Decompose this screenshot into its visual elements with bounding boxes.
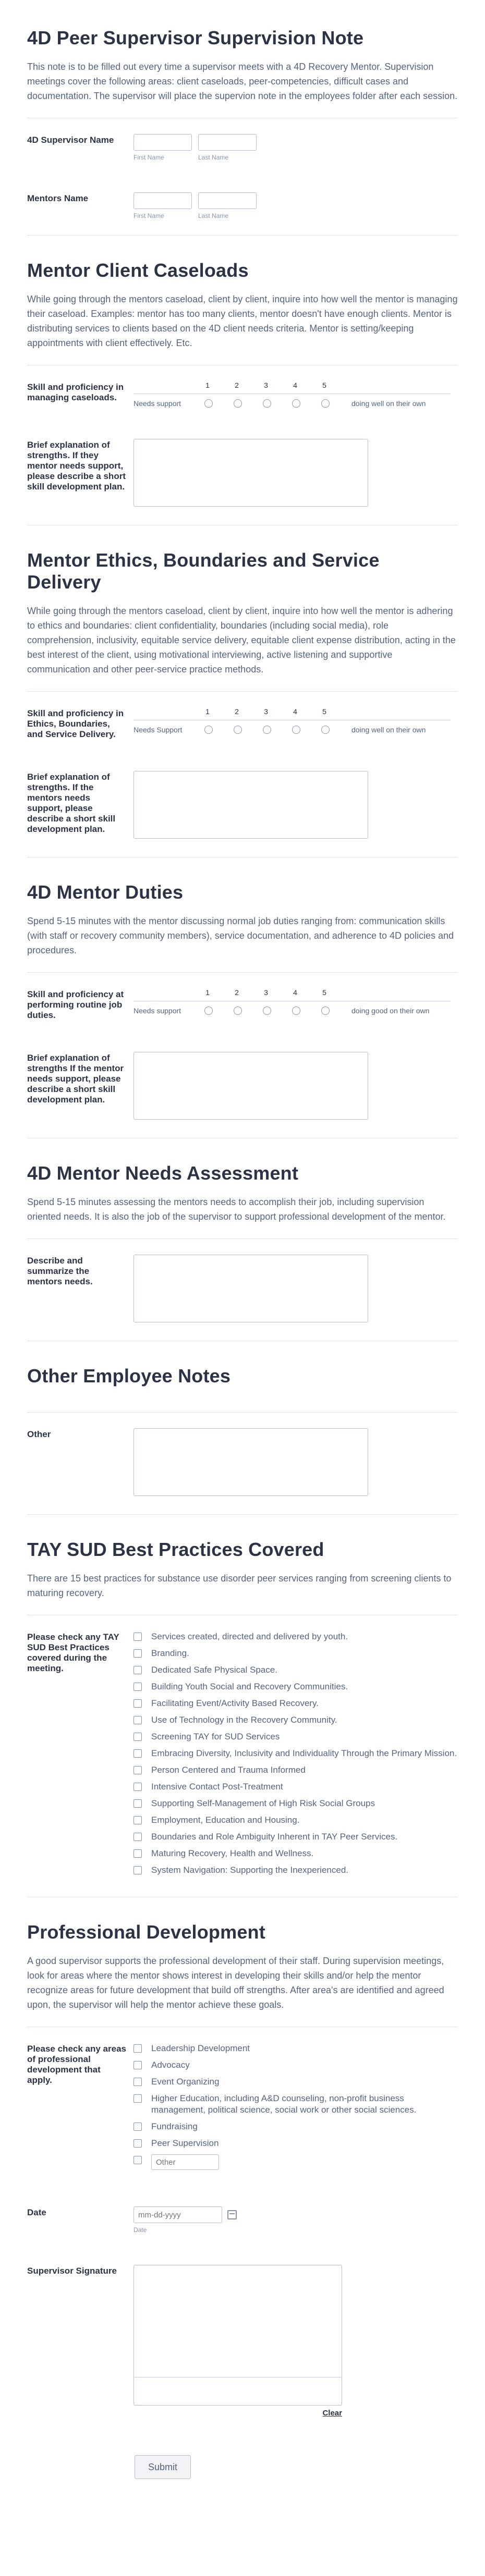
ethics-text-label: Brief explanation of strengths. If the mentors needs support, please describe a short skill development plan. — [27, 772, 116, 834]
last-name-sublabel: Last Name — [198, 154, 229, 161]
ethics-scale-label: Skill and proficiency in Ethics, Boundaries, and Service Delivery. — [27, 708, 124, 739]
clear-signature-link[interactable]: Clear — [322, 2409, 342, 2418]
practice-item[interactable] — [134, 1648, 458, 1659]
practice-label: System Navigation: Supporting the Inexperienced. — [151, 1865, 349, 1875]
checkbox[interactable] — [134, 1699, 142, 1708]
signature-label: Supervisor Signature — [27, 2266, 117, 2276]
submit-row — [27, 2433, 458, 2479]
checkbox[interactable] — [134, 2123, 142, 2131]
checkbox[interactable] — [134, 2061, 142, 2069]
scale-number: 3 — [264, 381, 268, 389]
section-description: Spend 5-15 minutes assessing the mentors needs to accomplish their job, including supervision oriented needs. It is also the job of the supervisor to support professional development of the mentor. — [27, 1197, 446, 1222]
professional-item[interactable] — [134, 2043, 458, 2054]
section-title: Mentor Client Caseloads — [27, 260, 249, 281]
scale-high-label: doing well on their own — [351, 399, 426, 408]
scale-radio-5[interactable] — [321, 726, 330, 734]
duties-text-row — [27, 1036, 458, 1138]
checkbox[interactable] — [134, 2156, 142, 2164]
ethics-explanation-textarea[interactable] — [134, 771, 368, 839]
needs-text-row — [27, 1239, 458, 1341]
other-textarea[interactable] — [134, 1428, 368, 1496]
scale-radio-4[interactable] — [292, 399, 300, 408]
scale-radio-2[interactable] — [234, 1007, 242, 1015]
supervisor-name-fields — [134, 134, 458, 161]
scale-low-label: Needs Support — [134, 726, 183, 734]
intro-header — [27, 0, 458, 118]
supervision-form — [14, 0, 471, 2500]
scale-radio-5[interactable] — [321, 399, 330, 408]
duties-header — [27, 857, 458, 973]
practice-label: Employment, Education and Housing. — [151, 1815, 300, 1825]
professional-row — [27, 2027, 458, 2191]
section-description: There are 15 best practices for substance use disorder peer services ranging from screening clients to maturing recovery. — [27, 1573, 452, 1598]
professional-item[interactable] — [134, 2138, 458, 2149]
ethics-text-row — [27, 755, 458, 857]
submit-button[interactable]: Submit — [135, 2455, 191, 2479]
mentors-last-part — [198, 192, 257, 219]
checkbox[interactable] — [134, 2139, 142, 2148]
first-name-sublabel: First Name — [134, 212, 164, 219]
supervisor-name-label: 4D Supervisor Name — [27, 135, 114, 145]
practice-label: Intensive Contact Post-Treatment — [151, 1782, 283, 1792]
scale-number: 1 — [205, 707, 210, 716]
duties-scale-label: Skill and proficiency at performing routine job duties. — [27, 989, 124, 1020]
other-text-control — [134, 1428, 458, 1499]
scale-number: 2 — [235, 988, 239, 997]
mentors-name-label: Mentors Name — [27, 193, 89, 203]
professional-item[interactable] — [134, 2059, 458, 2071]
section-description: A good supervisor supports the professional development of their staff. During supervision meetings, look for areas where the mentor shows interest in developing their skills and/or help the mentor recognize areas for future development that build off strengths. After area's are identified and agreed upon, the supervisor will help the mentor achieve these goals. — [27, 1956, 444, 2010]
caseload-scale-label: Skill and proficiency in managing caseloads. — [27, 382, 124, 402]
practice-label: Supporting Self-Management of High Risk Social Groups — [151, 1798, 375, 1808]
duties-text-control — [134, 1052, 458, 1122]
scale-number: 3 — [264, 988, 268, 997]
section-title: 4D Mentor Duties — [27, 881, 184, 903]
supervisor-last-part — [198, 134, 257, 161]
scale-number: 2 — [235, 707, 239, 716]
caseload-text-label: Brief explanation of strengths. If they mentor needs support, please describe a short skill development plan. — [27, 440, 126, 492]
professional-item-label: Higher Education, including A&D counseling, non-profit business management, political science, social work or other social sciences. — [151, 2093, 417, 2115]
mentors-name-fields — [134, 192, 458, 219]
supervisor-name-row — [27, 118, 458, 177]
signature-pad[interactable] — [134, 2265, 342, 2406]
date-label: Date — [27, 2207, 46, 2217]
practice-label: Boundaries and Role Ambiguity Inherent in TAY Peer Services. — [151, 1832, 398, 1842]
scale-number: 5 — [322, 707, 326, 716]
duties-scale-row — [27, 973, 458, 1036]
professional-item[interactable] — [134, 2076, 458, 2088]
section-title: Professional Development — [27, 1921, 265, 1943]
professional-other-input[interactable] — [151, 2154, 219, 2170]
practice-label: Maturing Recovery, Health and Wellness. — [151, 1848, 314, 1858]
professional-label: Please check any areas of professional development that apply. — [27, 2044, 126, 2085]
professional-header — [27, 1897, 458, 2027]
section-title: Other Employee Notes — [27, 1365, 231, 1387]
practice-item[interactable] — [134, 1831, 458, 1843]
scale-number: 5 — [322, 381, 326, 389]
form-title: 4D Peer Supervisor Supervision Note — [27, 27, 364, 48]
checkbox[interactable] — [134, 1683, 142, 1691]
caseload-scale-row — [27, 365, 458, 423]
professional-item[interactable] — [134, 2121, 458, 2132]
checkbox[interactable] — [134, 1716, 142, 1724]
scale-number: 4 — [293, 988, 297, 997]
first-name-sublabel: First Name — [134, 154, 164, 161]
signature-row — [27, 2249, 458, 2433]
practice-label: Branding. — [151, 1648, 189, 1658]
scale-radio-2[interactable] — [234, 726, 242, 734]
other-text-row — [27, 1413, 458, 1515]
checkbox[interactable] — [134, 2078, 142, 2086]
professional-other-item[interactable] — [134, 2154, 458, 2170]
scale-high-label: doing well on their own — [351, 726, 426, 734]
scale-radio-2[interactable] — [234, 399, 242, 408]
scale-number: 5 — [322, 988, 326, 997]
needs-text-label: Describe and summarize the mentors needs. — [27, 1256, 93, 1286]
checkbox[interactable] — [134, 2044, 142, 2053]
practices-row — [27, 1615, 458, 1897]
caseload-explanation-textarea[interactable] — [134, 439, 368, 507]
scale-number: 3 — [264, 707, 268, 716]
checkbox[interactable] — [134, 1733, 142, 1741]
duties-text-label: Brief explanation of strengths If the mentor needs support, please describe a short skill development plan. — [27, 1053, 124, 1105]
practice-item[interactable] — [134, 1848, 458, 1859]
scale-options — [134, 726, 458, 734]
checkbox[interactable] — [134, 1766, 142, 1774]
scale-number: 1 — [205, 381, 210, 389]
date-field — [134, 2206, 458, 2223]
practice-item[interactable] — [134, 1681, 458, 1692]
checkbox[interactable] — [134, 1633, 142, 1641]
duties-scale — [134, 988, 458, 1015]
scale-number: 1 — [205, 988, 210, 997]
practice-item[interactable] — [134, 1731, 458, 1743]
supervisor-first-name-input[interactable] — [134, 134, 192, 151]
professional-item-label: Peer Supervision — [151, 2138, 219, 2148]
checkbox[interactable] — [134, 1816, 142, 1824]
caseload-scale — [134, 381, 458, 408]
professional-checklist — [134, 2043, 458, 2175]
scale-radio-1[interactable] — [204, 399, 213, 408]
caseloads-header — [27, 236, 458, 365]
practice-item[interactable] — [134, 1714, 458, 1726]
mentors-last-name-input[interactable] — [198, 192, 257, 209]
mentors-first-name-input[interactable] — [134, 192, 192, 209]
section-title: Mentor Ethics, Boundaries and Service Delivery — [27, 549, 380, 593]
scale-radio-1[interactable] — [204, 1007, 213, 1015]
checkbox[interactable] — [134, 1649, 142, 1658]
scale-number: 2 — [235, 381, 239, 389]
checkbox[interactable] — [134, 1783, 142, 1791]
practice-label: Screening TAY for SUD Services — [151, 1732, 280, 1741]
practice-label: Embracing Diversity, Inclusivity and Individuality Through the Primary Mission. — [151, 1748, 457, 1758]
calendar-icon[interactable] — [227, 2210, 237, 2219]
scale-numbers — [134, 988, 458, 997]
supervisor-last-name-input[interactable] — [198, 134, 257, 151]
checkbox[interactable] — [134, 2094, 142, 2103]
practice-item[interactable] — [134, 1664, 458, 1676]
scale-options — [134, 399, 458, 408]
practice-label: Services created, directed and delivered by youth. — [151, 1632, 348, 1641]
professional-item[interactable] — [134, 2093, 458, 2116]
ethics-header — [27, 525, 458, 692]
checkbox[interactable] — [134, 1666, 142, 1674]
checkbox[interactable] — [134, 1849, 142, 1858]
scale-low-label: Needs support — [134, 399, 181, 408]
ethics-scale-row — [27, 692, 458, 755]
practice-item[interactable] — [134, 1698, 458, 1709]
section-title: TAY SUD Best Practices Covered — [27, 1539, 324, 1560]
practices-label: Please check any TAY SUD Best Practices covered during the meeting. — [27, 1632, 119, 1673]
mentors-first-part — [134, 192, 192, 219]
practice-item[interactable] — [134, 1748, 458, 1759]
scale-number: 4 — [293, 707, 297, 716]
checkbox[interactable] — [134, 1833, 142, 1841]
signature-control — [134, 2265, 458, 2418]
checkbox[interactable] — [134, 1749, 142, 1758]
section-description: While going through the mentors caseload, client by client, inquire into how well the mentor is managing their caseload. Examples: mentor has too many clients, mentor doesn't have enough clients. Mentor is distributing services to clients based on the 4D client needs criteria. Mentor is setting/keeping appointments with client effectively. Etc. — [27, 294, 458, 348]
professional-item-label: Leadership Development — [151, 2043, 250, 2053]
section-title: 4D Mentor Needs Assessment — [27, 1162, 299, 1184]
ethics-text-control — [134, 771, 458, 841]
date-input[interactable] — [134, 2206, 222, 2223]
date-control — [134, 2206, 458, 2234]
scale-options — [134, 1007, 458, 1015]
professional-item-label: Advocacy — [151, 2060, 190, 2070]
last-name-sublabel: Last Name — [198, 212, 229, 219]
duties-explanation-textarea[interactable] — [134, 1052, 368, 1120]
practice-item[interactable] — [134, 1798, 458, 1809]
professional-item-label: Event Organizing — [151, 2077, 220, 2087]
section-description: Spend 5-15 minutes with the mentor discussing normal job duties ranging from: communication skills (with staff or recovery community members), service documentation, and adherence to 4D policies and procedures. — [27, 916, 454, 955]
date-sublabel: Date — [134, 2226, 147, 2234]
scale-radio-5[interactable] — [321, 1007, 330, 1015]
form-description: This note is to be filled out every time a supervisor meets with a 4D Recovery Mentor. Supervision meetings cover the following areas: client caseloads, peer-competencies, difficult cases and documentation. The supervisor will place the supervion note in the employees folder after each session. — [27, 62, 458, 101]
scale-radio-1[interactable] — [204, 726, 213, 734]
scale-high-label: doing good on their own — [351, 1007, 430, 1015]
practice-item[interactable] — [134, 1814, 458, 1826]
scale-radio-3[interactable] — [263, 1007, 271, 1015]
supervisor-first-part — [134, 134, 192, 161]
practice-label: Use of Technology in the Recovery Community. — [151, 1715, 337, 1725]
needs-header — [27, 1138, 458, 1239]
scale-number: 4 — [293, 381, 297, 389]
practice-item[interactable] — [134, 1631, 458, 1642]
practice-item[interactable] — [134, 1764, 458, 1776]
caseload-text-row — [27, 423, 458, 525]
practice-label: Dedicated Safe Physical Space. — [151, 1665, 277, 1675]
scale-radio-4[interactable] — [292, 726, 300, 734]
practices-checklist — [134, 1631, 458, 1881]
needs-text-control — [134, 1255, 458, 1325]
practice-item[interactable] — [134, 1864, 458, 1876]
practice-item[interactable] — [134, 1781, 458, 1793]
section-description: While going through the mentors caseload, client by client, inquire into how well the mentor is adhering to ethics and boundaries: client confidentiality, boundaries (including social media), role comprehension, inclusivity, equitable service delivery, equitable client expense distribution, acting in the best interest of the client, using motivational interviewing, active listening and supportive communication and other peer-service practice methods. — [27, 606, 456, 674]
professional-item-label: Fundraising — [151, 2121, 198, 2131]
scale-radio-3[interactable] — [263, 726, 271, 734]
practice-label: Person Centered and Trauma Informed — [151, 1765, 306, 1775]
date-row — [27, 2191, 458, 2249]
scale-radio-4[interactable] — [292, 1007, 300, 1015]
scale-radio-3[interactable] — [263, 399, 271, 408]
ethics-scale — [134, 707, 458, 734]
practice-label: Building Youth Social and Recovery Communities. — [151, 1682, 348, 1691]
practices-header — [27, 1515, 458, 1615]
practice-label: Facilitating Event/Activity Based Recovery. — [151, 1698, 319, 1708]
checkbox[interactable] — [134, 1799, 142, 1808]
scale-numbers — [134, 381, 458, 389]
needs-textarea[interactable] — [134, 1255, 368, 1322]
scale-low-label: Needs support — [134, 1007, 181, 1015]
other-text-label: Other — [27, 1429, 51, 1439]
caseload-text-control — [134, 439, 458, 509]
checkbox[interactable] — [134, 1866, 142, 1874]
scale-numbers — [134, 707, 458, 716]
other-header — [27, 1341, 458, 1413]
mentors-name-row — [27, 177, 458, 236]
